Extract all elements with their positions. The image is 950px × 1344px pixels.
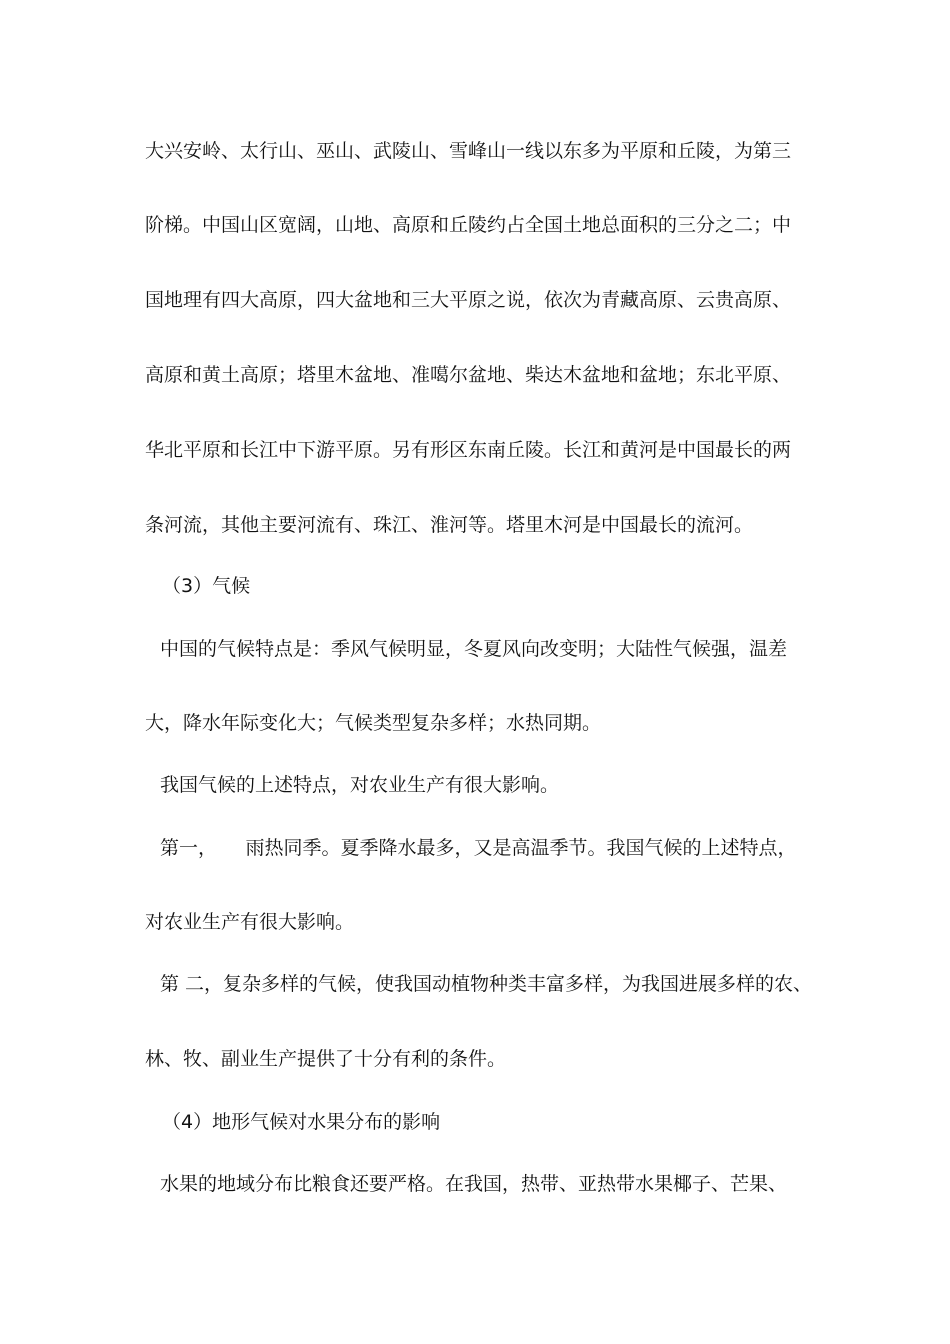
paragraph-line: 阶梯。中国山区宽阔，山地、高原和丘陵约占全国土地总面积的三分之二；中 [145,214,792,236]
paragraph-line: 国地理有四大高原，四大盆地和三大平原之说，依次为青藏高原、云贵高原、 [145,289,792,311]
paragraph-line: 大，降水年际变化大；气候类型复杂多样；水热同期。 [145,712,602,734]
paragraph-line: 华北平原和长江中下游平原。另有形区东南丘陵。长江和黄河是中国最长的两 [145,439,792,461]
paragraph-line: 第一， 雨热同季。夏季降水最多，又是高温季节。我国气候的上述特点， [160,837,797,859]
section-heading-climate: （3）气候 [162,575,251,597]
paragraph-line: 中国的气候特点是：季风气候明显，冬夏风向改变明；大陆性气候强，温差 [160,638,788,660]
paragraph-line: 高原和黄土高原；塔里木盆地、准噶尔盆地、柴达木盆地和盆地；东北平原、 [145,364,792,386]
paragraph-line: 大兴安岭、太行山、巫山、武陵山、雪峰山一线以东多为平原和丘陵，为第三 [145,140,792,162]
paragraph-line: 条河流，其他主要河流有、珠江、淮河等。塔里木河是中国最长的流河。 [145,514,754,536]
paragraph-line: 林、牧、副业生产提供了十分有利的条件。 [145,1048,507,1070]
paragraph-line: 我国气候的上述特点，对农业生产有很大影响。 [160,774,560,796]
section-heading-fruit: （4）地形气候对水果分布的影响 [162,1111,441,1133]
paragraph-line: 水果的地域分布比粮食还要严格。在我国，热带、亚热带水果椰子、芒果、 [160,1173,788,1195]
paragraph-line: 第 二，复杂多样的气候，使我国动植物种类丰富多样，为我国进展多样的农、 [160,973,813,995]
paragraph-line: 对农业生产有很大影响。 [145,911,355,933]
